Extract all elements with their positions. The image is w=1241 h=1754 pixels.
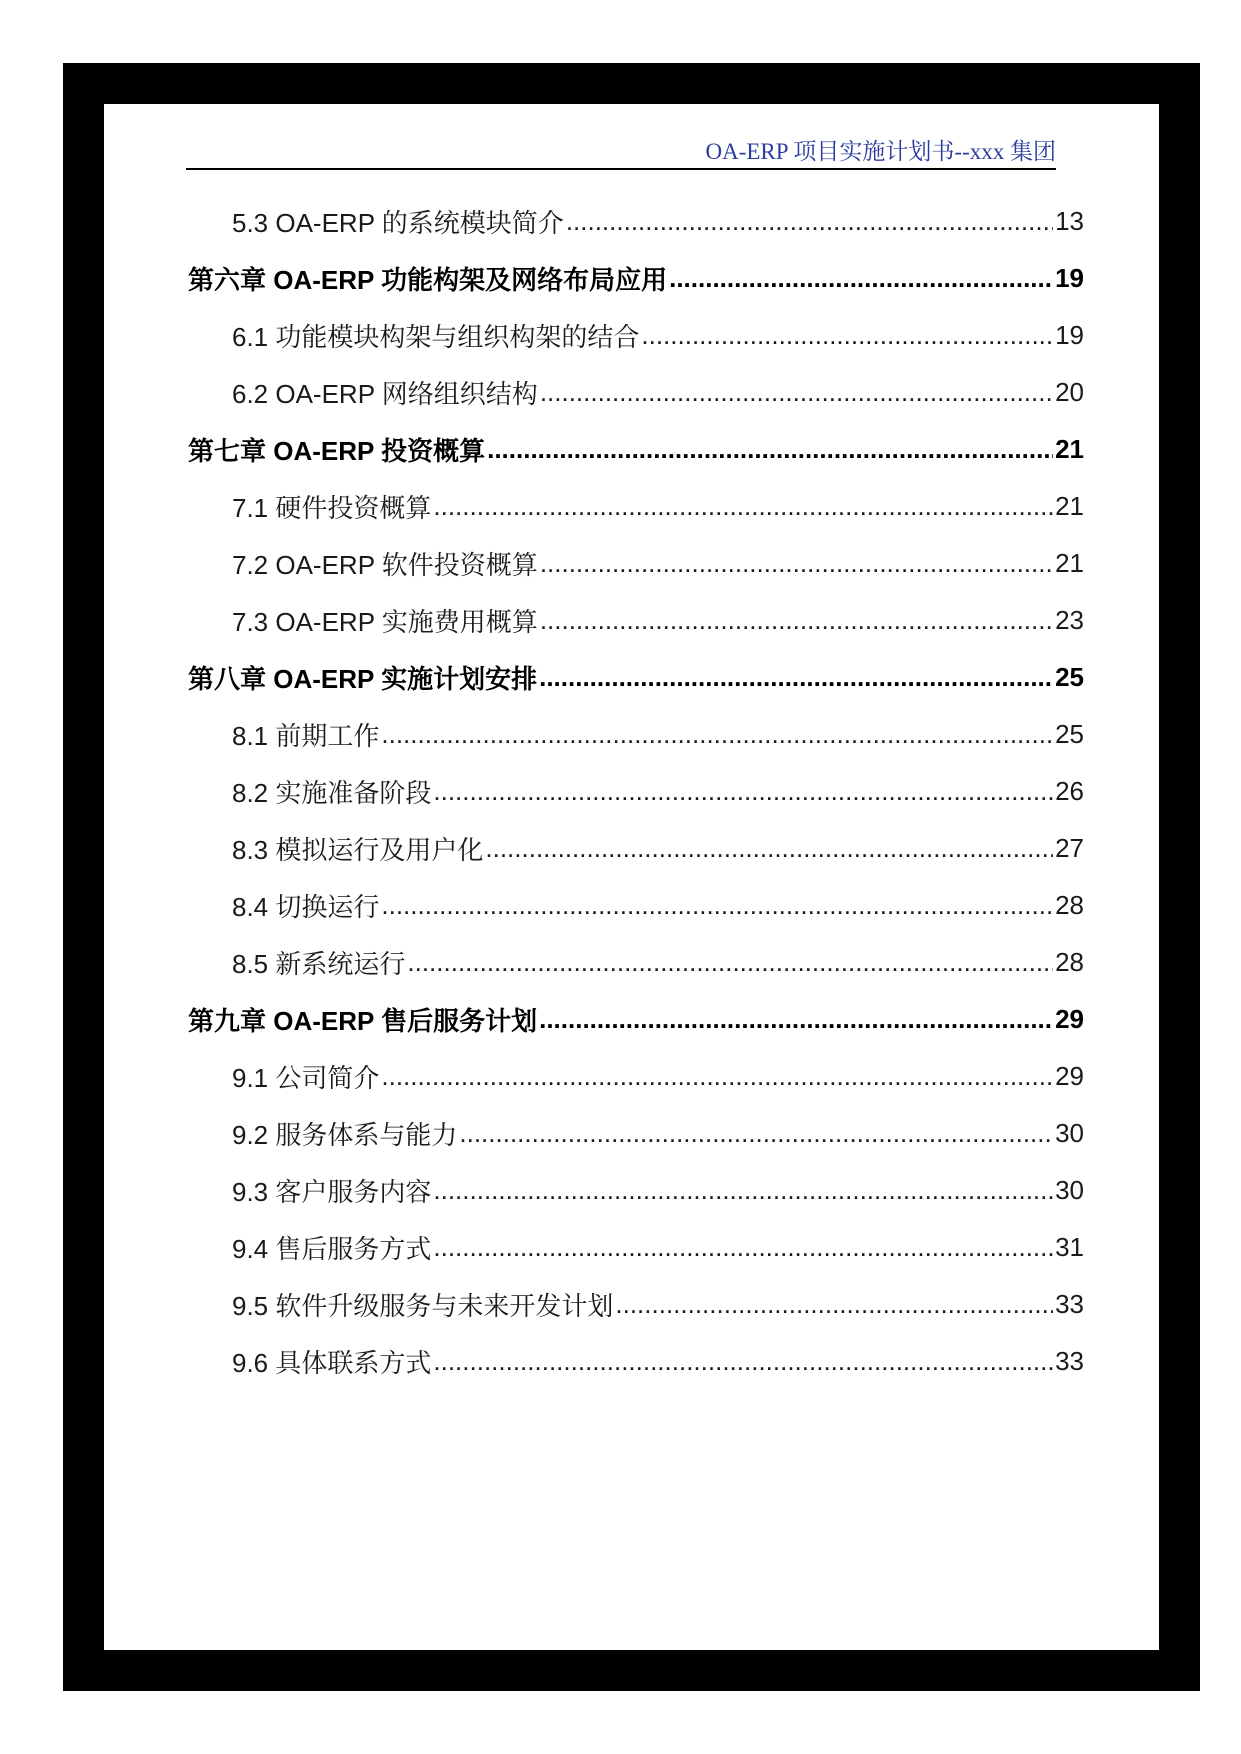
dot-leader xyxy=(433,1346,1053,1377)
dot-leader xyxy=(485,833,1053,864)
toc-entry-title: 9.5 软件升级服务与未来开发计划 xyxy=(232,1291,614,1321)
dot-leader xyxy=(433,1175,1053,1206)
toc-entry-title: 5.3 OA-ERP 的系统模块简介 xyxy=(232,208,564,238)
toc-entry[interactable] xyxy=(188,649,1084,706)
toc-entry-title: 第九章 OA-ERP 售后服务计划 xyxy=(188,1006,538,1036)
toc-entry[interactable] xyxy=(188,820,1084,877)
dot-leader xyxy=(641,320,1053,351)
toc-entry[interactable] xyxy=(188,706,1084,763)
dot-leader xyxy=(433,776,1053,807)
toc-page-number: 21 xyxy=(1055,491,1084,521)
toc-entry-title: 7.1 硬件投资概算 xyxy=(232,493,432,523)
dot-leader xyxy=(539,1004,1053,1035)
toc-page-number: 21 xyxy=(1055,434,1084,464)
toc-page-number: 33 xyxy=(1055,1289,1084,1319)
toc-page-number: 21 xyxy=(1055,548,1084,578)
dot-leader xyxy=(487,434,1053,465)
toc-entry-title: 7.2 OA-ERP 软件投资概算 xyxy=(232,550,538,580)
toc-entry[interactable] xyxy=(188,193,1084,250)
dot-leader xyxy=(669,263,1053,294)
toc-entry[interactable] xyxy=(188,592,1084,649)
dot-leader xyxy=(615,1289,1053,1320)
toc-entry-title: 6.1 功能模块构架与组织构架的结合 xyxy=(232,322,640,352)
toc-page-number: 19 xyxy=(1055,320,1084,350)
toc-entry[interactable] xyxy=(188,1276,1084,1333)
toc-entry-title: 8.5 新系统运行 xyxy=(232,949,406,979)
toc-entry[interactable] xyxy=(188,364,1084,421)
toc-entry-title: 9.3 客户服务内容 xyxy=(232,1177,432,1207)
toc-page-number: 13 xyxy=(1055,206,1084,236)
toc-page-number: 20 xyxy=(1055,377,1084,407)
dot-leader xyxy=(433,1232,1053,1263)
toc-entry[interactable] xyxy=(188,877,1084,934)
toc-entry[interactable] xyxy=(188,1048,1084,1105)
toc-entry-title: 第七章 OA-ERP 投资概算 xyxy=(188,436,486,466)
dot-leader xyxy=(381,890,1053,921)
toc-page-number: 31 xyxy=(1055,1232,1084,1262)
dot-leader xyxy=(566,206,1053,237)
table-of-contents xyxy=(188,193,1084,1390)
toc-entry-title: 8.3 模拟运行及用户化 xyxy=(232,835,484,865)
toc-entry-title: 8.1 前期工作 xyxy=(232,721,380,751)
toc-entry-title: 第八章 OA-ERP 实施计划安排 xyxy=(188,664,538,694)
dot-leader xyxy=(539,662,1053,693)
toc-entry[interactable] xyxy=(188,1333,1084,1390)
dot-leader xyxy=(381,1061,1053,1092)
toc-entry-title: 9.1 公司简介 xyxy=(232,1063,380,1093)
toc-page-number: 33 xyxy=(1055,1346,1084,1376)
toc-page-number: 25 xyxy=(1055,662,1084,692)
toc-page-number: 29 xyxy=(1055,1061,1084,1091)
toc-page-number: 30 xyxy=(1055,1175,1084,1205)
toc-page-number: 19 xyxy=(1055,263,1084,293)
dot-leader xyxy=(407,947,1053,978)
toc-page-number: 28 xyxy=(1055,890,1084,920)
dot-leader xyxy=(433,491,1053,522)
toc-entry-title: 7.3 OA-ERP 实施费用概算 xyxy=(232,607,538,637)
toc-entry[interactable] xyxy=(188,535,1084,592)
dot-leader xyxy=(459,1118,1053,1149)
toc-page-number: 25 xyxy=(1055,719,1084,749)
toc-entry[interactable] xyxy=(188,763,1084,820)
toc-page-number: 29 xyxy=(1055,1004,1084,1034)
toc-page-number: 26 xyxy=(1055,776,1084,806)
toc-entry-title: 9.4 售后服务方式 xyxy=(232,1234,432,1264)
toc-entry-title: 9.6 具体联系方式 xyxy=(232,1348,432,1378)
dot-leader xyxy=(540,548,1053,579)
toc-page-number: 27 xyxy=(1055,833,1084,863)
toc-page-number: 28 xyxy=(1055,947,1084,977)
toc-page-number: 23 xyxy=(1055,605,1084,635)
toc-entry-title: 9.2 服务体系与能力 xyxy=(232,1120,458,1150)
dot-leader xyxy=(381,719,1053,750)
toc-entry-title: 6.2 OA-ERP 网络组织结构 xyxy=(232,379,538,409)
toc-page-number: 30 xyxy=(1055,1118,1084,1148)
dot-leader xyxy=(540,605,1053,636)
toc-entry-title: 8.2 实施准备阶段 xyxy=(232,778,432,808)
toc-entry[interactable] xyxy=(188,1219,1084,1276)
toc-entry[interactable] xyxy=(188,1162,1084,1219)
toc-entry[interactable] xyxy=(188,421,1084,478)
toc-entry[interactable] xyxy=(188,991,1084,1048)
running-header: OA-ERP 项目实施计划书--xxx 集团 xyxy=(705,139,1056,164)
toc-entry[interactable] xyxy=(188,934,1084,991)
toc-entry[interactable] xyxy=(188,250,1084,307)
toc-entry[interactable] xyxy=(188,307,1084,364)
toc-entry-title: 第六章 OA-ERP 功能构架及网络布局应用 xyxy=(188,265,668,295)
toc-entry[interactable] xyxy=(188,1105,1084,1162)
toc-entry-title: 8.4 切换运行 xyxy=(232,892,380,922)
toc-entry[interactable] xyxy=(188,478,1084,535)
header-rule xyxy=(186,168,1056,170)
dot-leader xyxy=(540,377,1053,408)
